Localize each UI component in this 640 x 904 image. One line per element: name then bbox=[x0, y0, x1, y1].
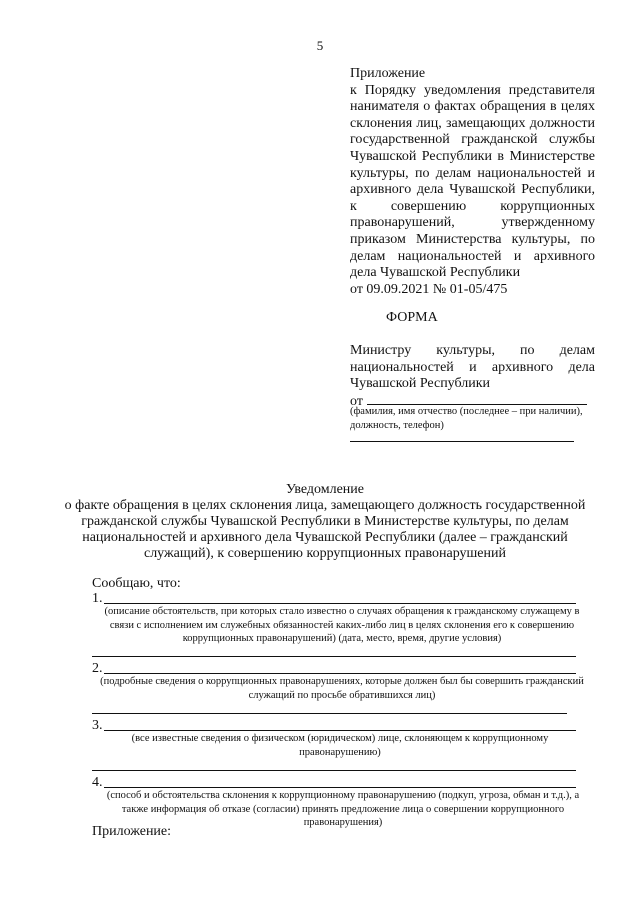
item-3-extra-line[interactable] bbox=[92, 770, 576, 771]
appendix-title: Приложение bbox=[350, 66, 426, 81]
appendix-body: к Порядку уведомления представителя нанимателя о фактах обращения в целях склонения лиц, замещающих должности государственной гражданской службы Чувашской Республики в Министерстве культуры, по делам национальностей и архивного дела Чувашской Республики, к совершению коррупционных правонарушений, утвержденному приказом Министерства культуры, по делам национальностей и архивного дела Чувашской Республики bbox=[350, 82, 595, 281]
item-1-line[interactable] bbox=[104, 603, 576, 604]
item-4-number: 4. bbox=[92, 775, 103, 790]
item-1-caption: (описание обстоятельств, при которых стало известно о случаях обращения к гражданскому служащему в связи с исполнением им служебных обязанностей каких-либо лиц в целях склонения его к совершению коррупционных правонарушений) (дата, место, время, другие условия) bbox=[104, 606, 580, 644]
document-heading bbox=[60, 482, 590, 562]
from-blank-line[interactable] bbox=[367, 392, 587, 405]
item-1-number: 1. bbox=[92, 591, 103, 606]
document-subtitle: о факте обращения в целях склонения лица, замещающего должность государственной гражданской службы Чувашской Республики в Министерстве культуры, по делам национальностей и архивного дела Чувашской Республики (далее – гражданский служащий), к совершению коррупционных правонарушений bbox=[64, 498, 586, 561]
item-3-caption: (все известные сведения о физическом (юридическом) лице, склоняющем к коррупционному правонарушению) bbox=[131, 733, 549, 758]
from-note: (фамилия, имя отчество (последнее – при наличии), должность, телефон) bbox=[350, 406, 583, 431]
item-2-caption: (подробные сведения о коррупционных правонарушениях, которые должен был бы совершить гражданский служащий по просьбе обратившихся лиц) bbox=[100, 676, 584, 701]
item-3-line[interactable] bbox=[104, 730, 576, 731]
item-3-number: 3. bbox=[92, 718, 103, 733]
form-label: ФОРМА bbox=[386, 310, 438, 325]
appendix-date: от 09.09.2021 № 01-05/475 bbox=[350, 281, 508, 297]
item-2-extra-line[interactable] bbox=[92, 713, 567, 714]
from-extra-line[interactable] bbox=[350, 441, 574, 442]
report-intro: Сообщаю, что: bbox=[92, 576, 181, 591]
item-4-line[interactable] bbox=[104, 787, 576, 788]
item-2-line[interactable] bbox=[104, 673, 576, 674]
from-label: от bbox=[350, 394, 363, 409]
addressee: Министру культуры, по делам национальностей и архивного дела Чувашской Республики bbox=[350, 343, 595, 392]
attachment-label: Приложение: bbox=[92, 824, 172, 839]
item-2-number: 2. bbox=[92, 661, 103, 676]
appendix-block bbox=[350, 66, 595, 298]
document-title: Уведомление bbox=[285, 482, 364, 497]
page-number: 5 bbox=[316, 38, 324, 53]
item-4-caption: (способ и обстоятельства склонения к коррупционному правонарушению (подкуп, угроза, обман и т.д.), а также информация об отказе (согласии) принять предложение лица о совершении коррупционного правонарушения) bbox=[106, 790, 580, 828]
item-1-extra-line[interactable] bbox=[92, 656, 576, 657]
